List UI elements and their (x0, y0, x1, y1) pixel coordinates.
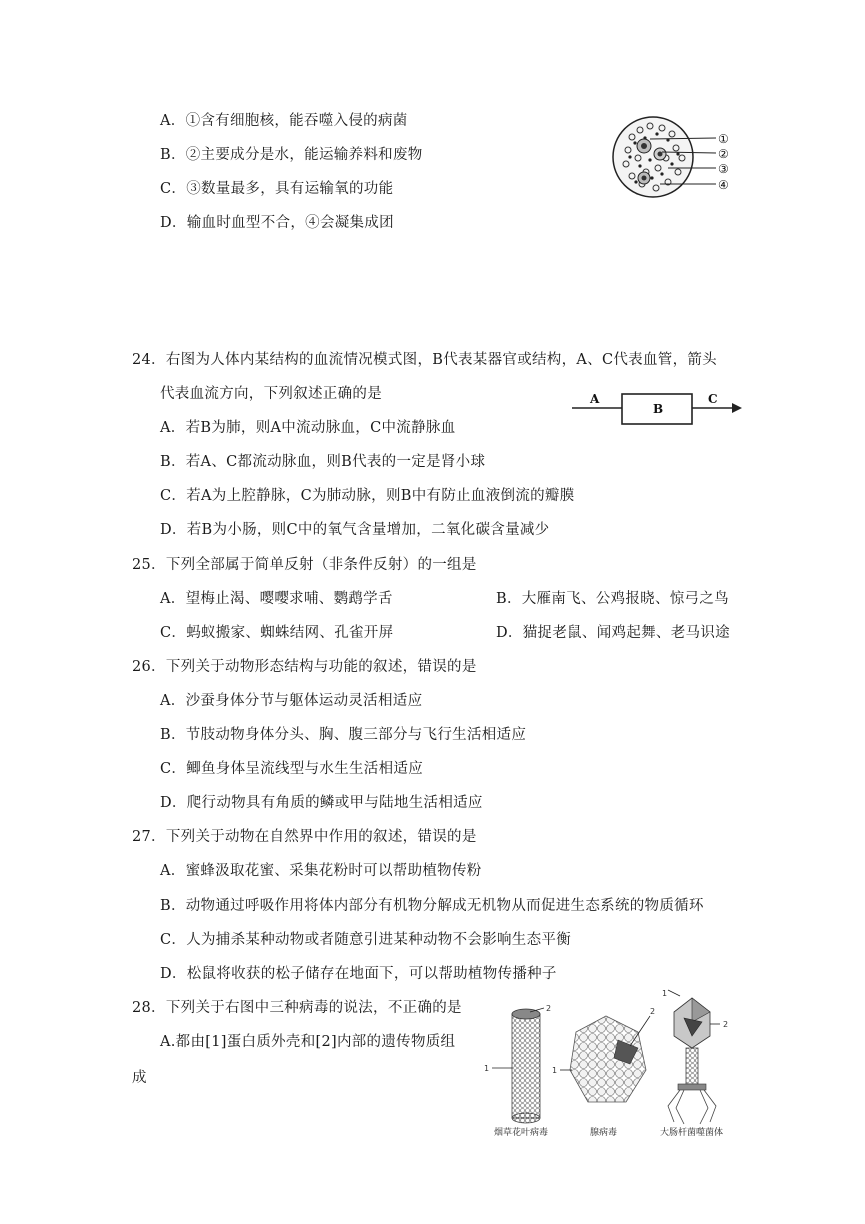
q26-option-a: A．沙蚕身体分节与躯体运动灵活相适应 (160, 693, 423, 709)
adenovirus-label-1: 1 (552, 1066, 558, 1075)
blood-flow-diagram (570, 388, 745, 432)
vessel-a-label: A (590, 392, 600, 406)
phage-label-1: 1 (662, 989, 668, 998)
q26-option-d: D．爬行动物具有角质的鳞或甲与陆地生活相适应 (160, 795, 483, 811)
adenovirus-label-2: 2 (650, 1007, 656, 1016)
tmv-label-2: 2 (546, 1004, 552, 1013)
q27-stem: 27．下列关于动物在自然界中作用的叙述，错误的是 (132, 829, 477, 845)
caption-adenovirus: 腺病毒 (590, 1128, 618, 1138)
figure-label-1: ① (718, 132, 729, 146)
q24-option-c: C．若A为上腔静脉，C为肺动脉，则B中有防止血液倒流的瓣膜 (160, 488, 575, 504)
q25-option-c: C．蚂蚁搬家、蜘蛛结网、孔雀开屏 (160, 625, 394, 641)
q28-stem: 28．下列关于右图中三种病毒的说法，不正确的是 (132, 1000, 462, 1016)
q25-stem: 25．下列全部属于简单反射（非条件反射）的一组是 (132, 557, 477, 573)
vessel-c-label: C (708, 392, 718, 406)
q24-option-a: A．若B为肺，则A中流动脉血，C中流静脉血 (160, 420, 456, 436)
tobacco-mosaic-virus-drawing (492, 1008, 544, 1123)
microscope-field (613, 117, 693, 197)
q23-option-a: A．①含有细胞核，能吞噬入侵的病菌 (160, 113, 408, 129)
q25-option-b: B．大雁南飞、公鸡报晓、惊弓之鸟 (496, 591, 729, 607)
q24-stem-line2: 代表血流方向，下列叙述正确的是 (160, 386, 382, 402)
q27-option-c: C．人为捕杀某种动物或者随意引进某种动物不会影响生态平衡 (160, 932, 571, 948)
q27-option-b: B．动物通过呼吸作用将体内部分有机物分解成无机物从而促进生态系统的物质循环 (160, 898, 704, 914)
q24-option-b: B．若A、C都流动脉血，则B代表的一定是肾小球 (160, 454, 486, 470)
figure-label-4: ④ (718, 178, 729, 192)
organ-b-label: B (653, 402, 664, 416)
q26-stem: 26．下列关于动物形态结构与功能的叙述，错误的是 (132, 659, 477, 675)
q27-option-d: D．松鼠将收获的松子储存在地面下，可以帮助植物传播种子 (160, 966, 557, 982)
figure-label-2: ② (718, 147, 729, 161)
adenovirus-drawing (560, 1016, 650, 1102)
caption-tobacco-mosaic-virus: 烟草花叶病毒 (494, 1128, 549, 1138)
q23-option-c: C．③数量最多，具有运输氧的功能 (160, 181, 394, 197)
q26-option-c: C．鲫鱼身体呈流线型与水生生活相适应 (160, 761, 423, 777)
q26-option-b: B．节肢动物身体分头、胸、腹三部分与飞行生活相适应 (160, 727, 527, 743)
virus-figure (480, 988, 742, 1140)
phage-label-2: 2 (723, 1020, 729, 1029)
blood-cell-figure (610, 112, 740, 202)
q23-option-b: B．②主要成分是水，能运输养料和废物 (160, 147, 423, 163)
q24-option-d: D．若B为小肠，则C中的氧气含量增加，二氧化碳含量减少 (160, 522, 550, 538)
q25-option-d: D．猫捉老鼠、闻鸡起舞、老马识途 (496, 625, 730, 641)
q28-option-a-line2: 成 (132, 1070, 147, 1086)
tmv-label-1: 1 (484, 1064, 490, 1073)
q25-option-a: A．望梅止渴、嘤嘤求哺、鹦鹉学舌 (160, 591, 393, 607)
caption-bacteriophage: 大肠杆菌噬菌体 (660, 1128, 724, 1138)
q24-stem-line1: 24．右图为人体内某结构的血流情况模式图，B代表某器官或结构，A、C代表血管，箭头 (132, 352, 717, 368)
q27-option-a: A．蜜蜂汲取花蜜、采集花粉时可以帮助植物传粉 (160, 863, 482, 879)
figure-label-3: ③ (718, 162, 729, 176)
q23-option-d: D．输血时血型不合，④会凝集成团 (160, 215, 394, 231)
bacteriophage-drawing (668, 990, 720, 1124)
q28-option-a-line1: A.都由[1]蛋白质外壳和[2]内部的遗传物质组 (160, 1034, 456, 1050)
